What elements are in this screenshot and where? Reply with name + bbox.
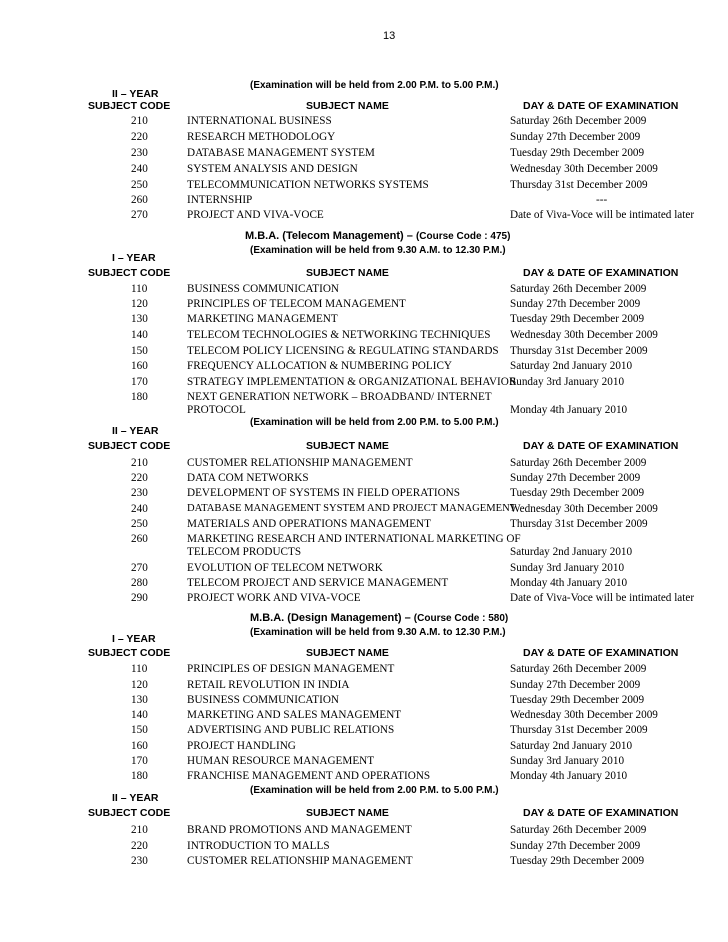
exam-date: Saturday 2nd January 2010 <box>510 360 633 372</box>
subject-code: 130 <box>131 313 148 325</box>
exam-date: Saturday 2nd January 2010 <box>510 740 633 752</box>
subject-code: 220 <box>131 840 148 852</box>
exam-date: Saturday 26th December 2009 <box>510 824 647 836</box>
exam-date: Tuesday 29th December 2009 <box>510 313 645 325</box>
year-label: II – YEAR <box>112 88 159 100</box>
subject-code: 150 <box>131 724 148 736</box>
subject-name: PROJECT AND VIVA-VOCE <box>187 209 324 221</box>
year-label: I – YEAR <box>112 252 156 264</box>
exam-date: Sunday 3rd January 2010 <box>510 755 625 767</box>
exam-date: Saturday 26th December 2009 <box>510 283 647 295</box>
subject-name: CUSTOMER RELATIONSHIP MANAGEMENT <box>187 855 413 867</box>
subject-name: NEXT GENERATION NETWORK – BROADBAND/ INTERNET <box>187 391 492 403</box>
exam-time-note: (Examination will be held from 2.00 P.M. to 5.00 P.M.) <box>250 417 499 428</box>
exam-date-header: DAY & DATE OF EXAMINATION <box>523 647 679 659</box>
subject-code: 140 <box>131 329 148 341</box>
subject-code: 110 <box>131 283 148 295</box>
exam-date: Monday 4th January 2010 <box>510 770 628 782</box>
exam-date: Tuesday 29th December 2009 <box>510 487 645 499</box>
subject-name: ADVERTISING AND PUBLIC RELATIONS <box>187 724 395 736</box>
exam-time-note: (Examination will be held from 9.30 A.M. to 12.30 P.M.) <box>250 627 506 638</box>
subject-name: PROJECT WORK AND VIVA-VOCE <box>187 592 361 604</box>
exam-time-note: (Examination will be held from 2.00 P.M. to 5.00 P.M.) <box>250 80 499 91</box>
exam-date-header: DAY & DATE OF EXAMINATION <box>523 267 679 279</box>
subject-name: RESEARCH METHODOLOGY <box>187 131 336 143</box>
subject-name-header: SUBJECT NAME <box>306 647 389 659</box>
year-label: II – YEAR <box>112 792 159 804</box>
subject-name: PRINCIPLES OF DESIGN MANAGEMENT <box>187 663 395 675</box>
subject-code-header: SUBJECT CODE <box>88 647 171 659</box>
course-title <box>250 612 508 624</box>
subject-name: MARKETING MANAGEMENT <box>187 313 338 325</box>
exam-date: Sunday 27th December 2009 <box>510 131 641 143</box>
exam-date: Saturday 2nd January 2010 <box>510 546 633 558</box>
subject-name: MARKETING RESEARCH AND INTERNATIONAL MARKETING OF <box>187 533 521 545</box>
subject-code: 240 <box>131 503 148 515</box>
subject-name: HUMAN RESOURCE MANAGEMENT <box>187 755 375 767</box>
subject-name: INTERNSHIP <box>187 194 253 206</box>
subject-code: 210 <box>131 115 148 127</box>
subject-name: TELECOM TECHNOLOGIES & NETWORKING TECHNIQUES <box>187 329 491 341</box>
course-name: M.B.A. (Telecom Management) – <box>245 230 416 242</box>
subject-code-header: SUBJECT CODE <box>88 440 171 452</box>
subject-name: PRINCIPLES OF TELECOM MANAGEMENT <box>187 298 406 310</box>
subject-code: 160 <box>131 740 148 752</box>
exam-date: Thursday 31st December 2009 <box>510 179 648 191</box>
subject-code-header: SUBJECT CODE <box>88 100 171 112</box>
subject-code: 230 <box>131 487 148 499</box>
subject-code: 120 <box>131 679 148 691</box>
exam-date: Sunday 27th December 2009 <box>510 840 641 852</box>
year-label: I – YEAR <box>112 633 156 645</box>
subject-name-header: SUBJECT NAME <box>306 440 389 452</box>
exam-date: Sunday 3rd January 2010 <box>510 562 625 574</box>
subject-name: BUSINESS COMMUNICATION <box>187 694 339 706</box>
exam-date: Thursday 31st December 2009 <box>510 518 648 530</box>
subject-code: 130 <box>131 694 148 706</box>
subject-name: INTERNATIONAL BUSINESS <box>187 115 332 127</box>
exam-date: Monday 4th January 2010 <box>510 404 628 416</box>
subject-name-continued: PROTOCOL <box>187 404 246 416</box>
subject-name: TELECOM PROJECT AND SERVICE MANAGEMENT <box>187 577 449 589</box>
subject-code: 220 <box>131 472 148 484</box>
subject-code: 260 <box>131 533 148 545</box>
exam-date: Saturday 26th December 2009 <box>510 115 647 127</box>
subject-code: 170 <box>131 755 148 767</box>
subject-code: 180 <box>131 391 148 403</box>
subject-name: DATABASE MANAGEMENT SYSTEM <box>187 147 375 159</box>
exam-date: Wednesday 30th December 2009 <box>510 163 658 175</box>
subject-name-header: SUBJECT NAME <box>306 100 389 112</box>
exam-date: Tuesday 29th December 2009 <box>510 147 645 159</box>
subject-code: 210 <box>131 824 148 836</box>
exam-date: Saturday 26th December 2009 <box>510 663 647 675</box>
subject-code: 260 <box>131 194 148 206</box>
exam-date-header: DAY & DATE OF EXAMINATION <box>523 100 679 112</box>
subject-name: FRANCHISE MANAGEMENT AND OPERATIONS <box>187 770 431 782</box>
exam-time-note: (Examination will be held from 2.00 P.M. to 5.00 P.M.) <box>250 785 499 796</box>
exam-date: Wednesday 30th December 2009 <box>510 709 658 721</box>
course-name: M.B.A. (Design Management) – <box>250 612 414 624</box>
subject-code: 250 <box>131 179 148 191</box>
subject-code: 170 <box>131 376 148 388</box>
year-label: II – YEAR <box>112 425 159 437</box>
subject-code: 150 <box>131 345 148 357</box>
exam-date: Tuesday 29th December 2009 <box>510 694 645 706</box>
exam-date: Monday 4th January 2010 <box>510 577 628 589</box>
exam-date: Saturday 26th December 2009 <box>510 457 647 469</box>
exam-date: Tuesday 29th December 2009 <box>510 855 645 867</box>
exam-date: Sunday 3rd January 2010 <box>510 376 625 388</box>
subject-code: 180 <box>131 770 148 782</box>
exam-date-header: DAY & DATE OF EXAMINATION <box>523 807 679 819</box>
subject-name: SYSTEM ANALYSIS AND DESIGN <box>187 163 358 175</box>
exam-time-note: (Examination will be held from 9.30 A.M. to 12.30 P.M.) <box>250 245 506 256</box>
subject-code: 140 <box>131 709 148 721</box>
exam-date: Sunday 27th December 2009 <box>510 472 641 484</box>
exam-date: Sunday 27th December 2009 <box>510 298 641 310</box>
subject-name-continued: TELECOM PRODUCTS <box>187 546 302 558</box>
subject-code: 250 <box>131 518 148 530</box>
subject-code-header: SUBJECT CODE <box>88 807 171 819</box>
subject-code: 270 <box>131 209 148 221</box>
subject-code: 280 <box>131 577 148 589</box>
subject-name: TELECOMMUNICATION NETWORKS SYSTEMS <box>187 179 429 191</box>
subject-code: 210 <box>131 457 148 469</box>
subject-name: DATABASE MANAGEMENT SYSTEM AND PROJECT MANAGEMENT <box>187 503 517 514</box>
subject-code: 230 <box>131 855 148 867</box>
course-code: (Course Code : 580) <box>413 613 509 624</box>
subject-name: STRATEGY IMPLEMENTATION & ORGANIZATIONAL BEHAVIOR <box>187 376 517 388</box>
subject-name: FREQUENCY ALLOCATION & NUMBERING POLICY <box>187 360 452 372</box>
exam-date: Thursday 31st December 2009 <box>510 724 648 736</box>
course-code: (Course Code : 475) <box>415 231 511 242</box>
subject-name: PROJECT HANDLING <box>187 740 296 752</box>
exam-date: Date of Viva-Voce will be intimated later <box>510 592 695 604</box>
subject-name: RETAIL REVOLUTION IN INDIA <box>187 679 350 691</box>
exam-date-header: DAY & DATE OF EXAMINATION <box>523 440 679 452</box>
subject-code-header: SUBJECT CODE <box>88 267 171 279</box>
exam-date: Wednesday 30th December 2009 <box>510 503 658 515</box>
subject-code: 160 <box>131 360 148 372</box>
subject-name: MARKETING AND SALES MANAGEMENT <box>187 709 402 721</box>
subject-code: 290 <box>131 592 148 604</box>
subject-name: TELECOM POLICY LICENSING & REGULATING STANDARDS <box>187 345 499 357</box>
subject-code: 270 <box>131 562 148 574</box>
exam-date: Thursday 31st December 2009 <box>510 345 648 357</box>
subject-code: 240 <box>131 163 148 175</box>
subject-name: EVOLUTION OF TELECOM NETWORK <box>187 562 383 574</box>
subject-code: 230 <box>131 147 148 159</box>
exam-date: Date of Viva-Voce will be intimated later <box>510 209 695 221</box>
subject-name: BUSINESS COMMUNICATION <box>187 283 339 295</box>
subject-code: 110 <box>131 663 148 675</box>
exam-date: Wednesday 30th December 2009 <box>510 329 658 341</box>
exam-date: Sunday 27th December 2009 <box>510 679 641 691</box>
subject-name: DEVELOPMENT OF SYSTEMS IN FIELD OPERATIONS <box>187 487 460 499</box>
exam-date: --- <box>596 194 608 206</box>
subject-name: BRAND PROMOTIONS AND MANAGEMENT <box>187 824 412 836</box>
page-number: 13 <box>383 30 396 42</box>
subject-name: DATA COM NETWORKS <box>187 472 309 484</box>
subject-code: 220 <box>131 131 148 143</box>
subject-name: INTRODUCTION TO MALLS <box>187 840 330 852</box>
subject-name: MATERIALS AND OPERATIONS MANAGEMENT <box>187 518 431 530</box>
subject-code: 120 <box>131 298 148 310</box>
subject-name-header: SUBJECT NAME <box>306 267 389 279</box>
course-title <box>245 230 510 242</box>
subject-name-header: SUBJECT NAME <box>306 807 389 819</box>
subject-name: CUSTOMER RELATIONSHIP MANAGEMENT <box>187 457 413 469</box>
